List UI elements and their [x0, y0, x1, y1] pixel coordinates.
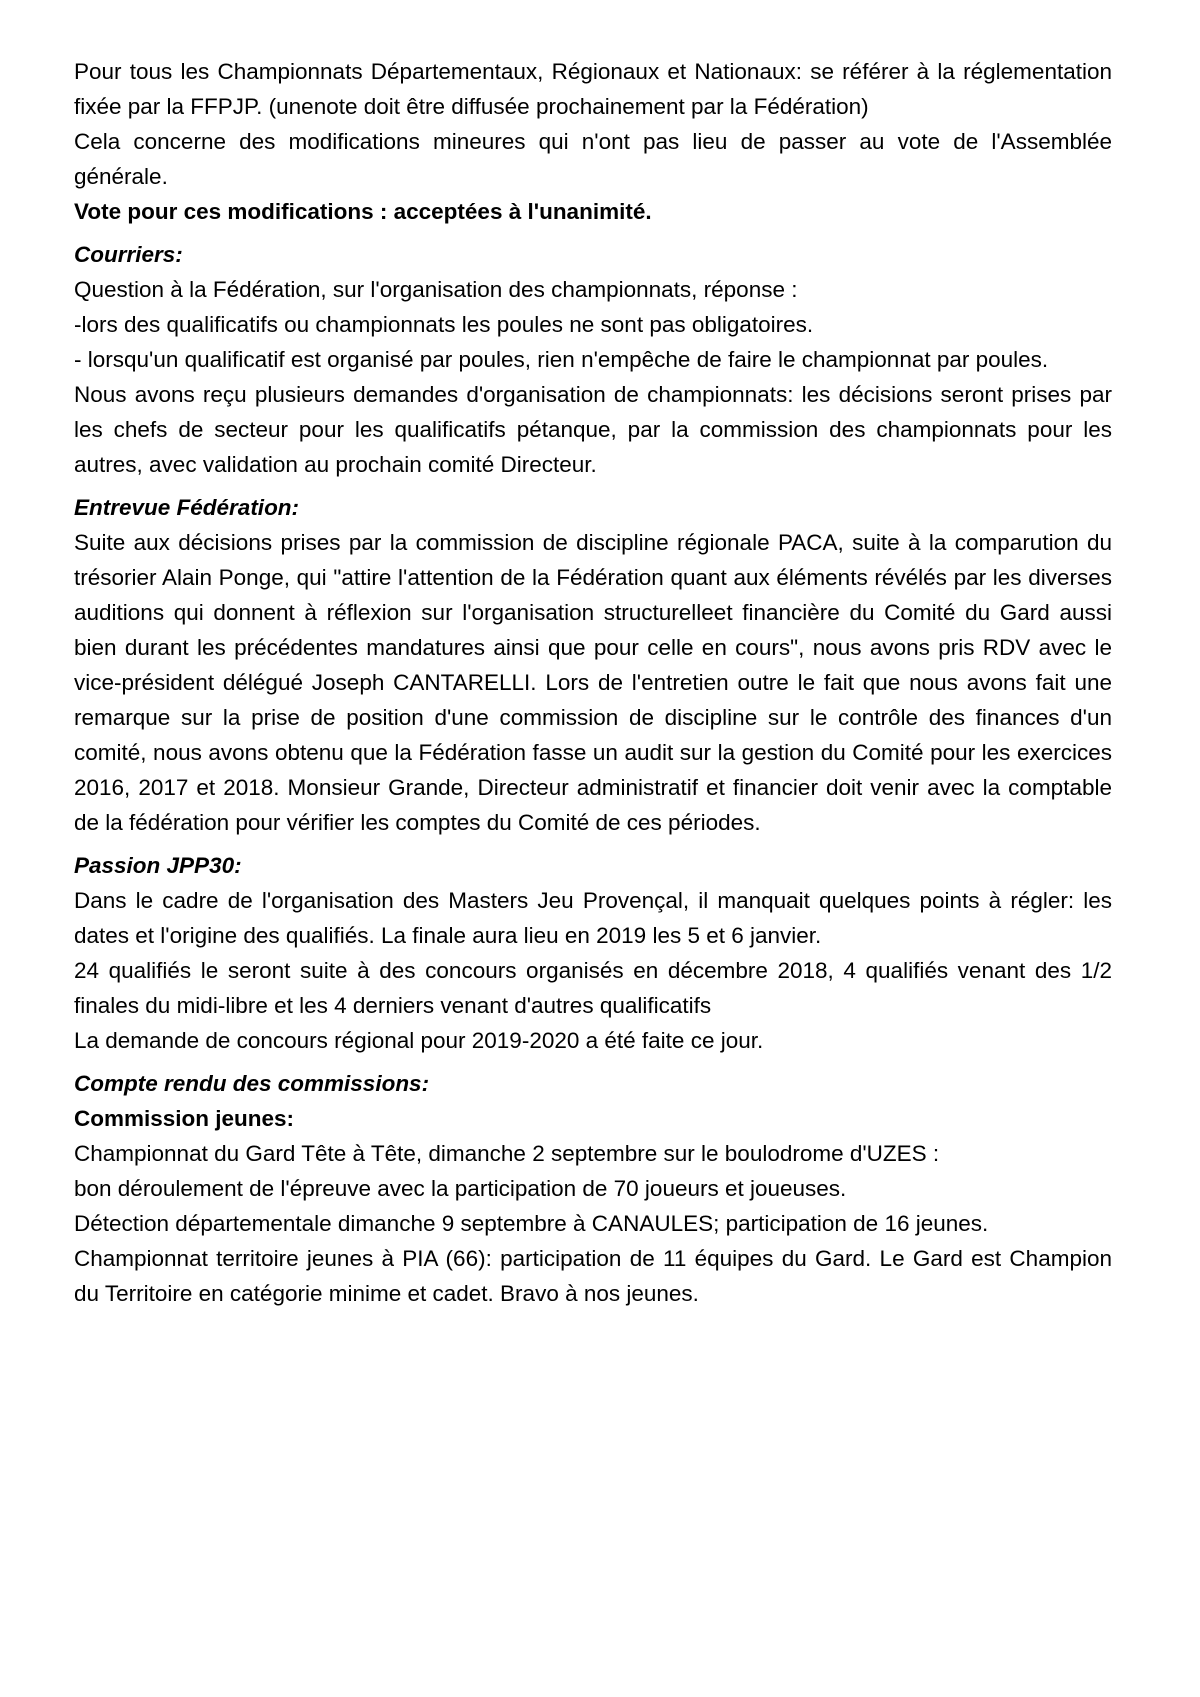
vote-result: Vote pour ces modifications : acceptées à l'unanimité. [74, 199, 652, 224]
courriers-paragraph-4: Nous avons reçu plusieurs demandes d'organisation de championnats: les décisions seront prises par les chefs de secteur pour les qualificatifs pétanque, par la commission des championnats pour les autres, avec validation au prochain comité Directeur. [74, 382, 1112, 477]
intro-paragraph-1: Pour tous les Championnats Départementaux, Régionaux et Nationaux: se référer à la réglementation fixée par la FFPJP. (unenote doit être diffusée prochainement par la Fédération) [74, 59, 1112, 119]
passion-paragraph-2: 24 qualifiés le seront suite à des concours organisés en décembre 2018, 4 qualifiés venant des 1/2 finales du midi-libre et les 4 derniers venant d'autres qualificatifs [74, 958, 1112, 1018]
entrevue-paragraph-1: Suite aux décisions prises par la commission de discipline régionale PACA, suite à la comparution du trésorier Alain Ponge, qui "attire l'attention de la Fédération quant aux éléments révélés par les diverses auditions qui donnent à réflexion sur l'organisation structurelleet financière du Comité du Gard aussi bien durant les précédentes mandatures ainsi que pour celle en cours", nous avons pris RDV avec le vice-président délégué Joseph CANTARELLI. Lors de l'entretien outre le fait que nous avons fait une remarque sur la prise de position d'une commission de discipline sur le contrôle des finances d'un comité, nous avons obtenu que la Fédération fasse un audit sur la gestion du Comité pour les exercices 2016, 2017 et 2018. Monsieur Grande, Directeur administratif et financier doit venir avec la comptable de la fédération pour vérifier les comptes du Comité de ces périodes. [74, 530, 1112, 835]
intro-paragraph-2: Cela concerne des modifications mineures qui n'ont pas lieu de passer au vote de l'Assemblée générale. [74, 129, 1112, 189]
document-page [74, 54, 1112, 1311]
section-heading-passion: Passion JPP30: [74, 853, 242, 878]
courriers-paragraph-3: - lorsqu'un qualificatif est organisé par poules, rien n'empêche de faire le championnat par poules. [74, 347, 1049, 372]
subsection-heading-commission-jeunes: Commission jeunes: [74, 1106, 295, 1131]
section-heading-courriers: Courriers: [74, 242, 183, 267]
compte-rendu-paragraph-3: Détection départementale dimanche 9 septembre à CANAULES; participation de 16 jeunes. [74, 1211, 989, 1236]
courriers-paragraph-1: Question à la Fédération, sur l'organisation des championnats, réponse : [74, 277, 798, 302]
section-heading-compte-rendu: Compte rendu des commissions: [74, 1071, 430, 1096]
passion-paragraph-3: La demande de concours régional pour 2019-2020 a été faite ce jour. [74, 1028, 764, 1053]
compte-rendu-paragraph-1: Championnat du Gard Tête à Tête, dimanche 2 septembre sur le boulodrome d'UZES : [74, 1141, 940, 1166]
compte-rendu-paragraph-2: bon déroulement de l'épreuve avec la participation de 70 joueurs et joueuses. [74, 1176, 847, 1201]
compte-rendu-paragraph-4: Championnat territoire jeunes à PIA (66): participation de 11 équipes du Gard. Le Gard est Champion du Territoire en catégorie minime et cadet. Bravo à nos jeunes. [74, 1246, 1112, 1306]
section-heading-entrevue: Entrevue Fédération: [74, 495, 300, 520]
passion-paragraph-1: Dans le cadre de l'organisation des Masters Jeu Provençal, il manquait quelques points à régler: les dates et l'origine des qualifiés. La finale aura lieu en 2019 les 5 et 6 janvier. [74, 888, 1112, 948]
courriers-paragraph-2: -lors des qualificatifs ou championnats les poules ne sont pas obligatoires. [74, 312, 814, 337]
